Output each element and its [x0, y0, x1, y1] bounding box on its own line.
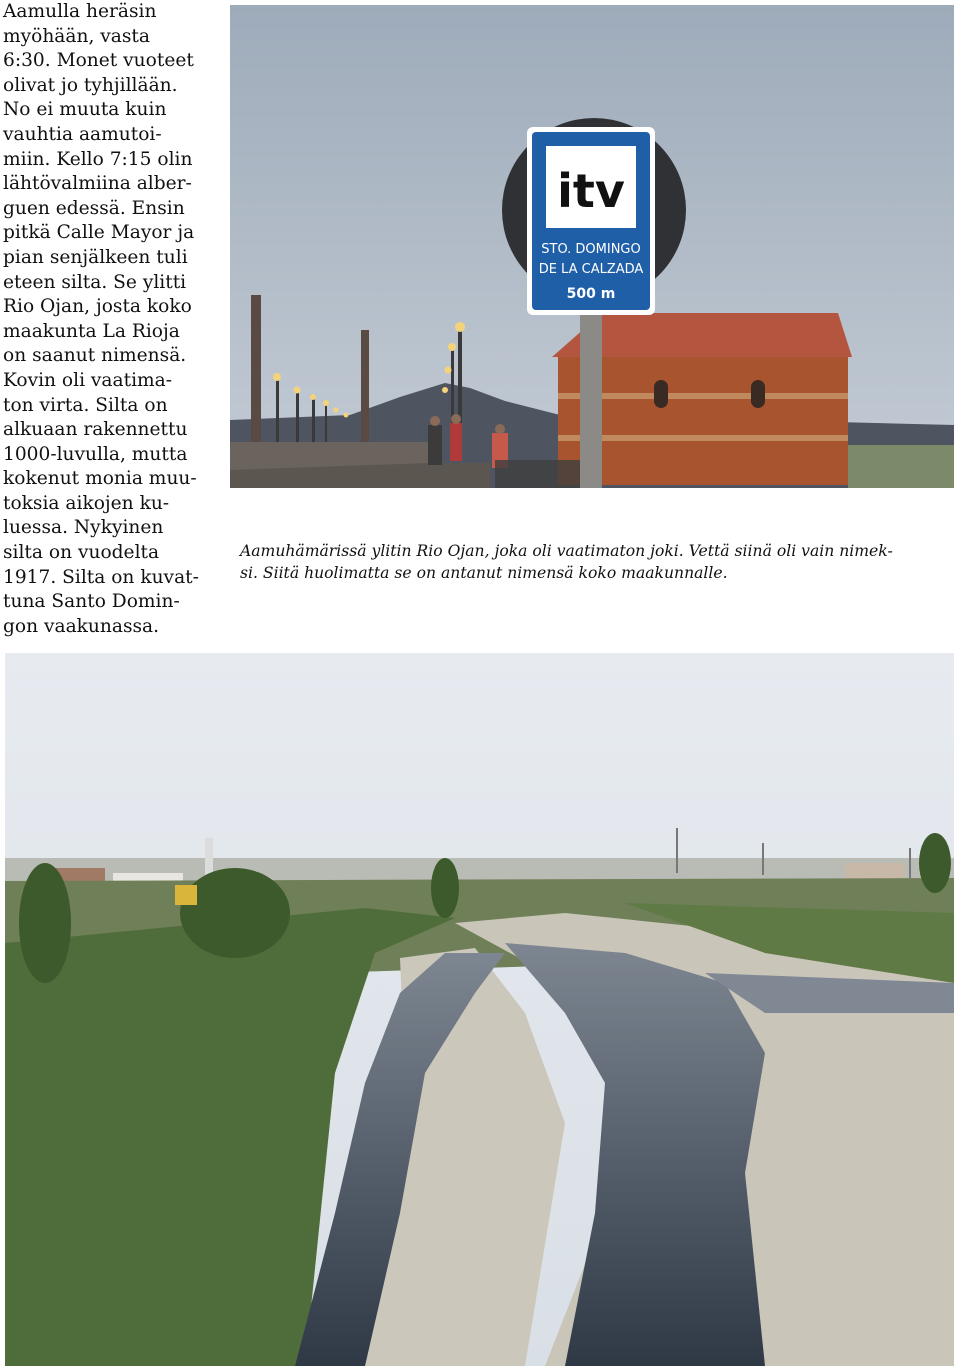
article-line: olivat jo tyhjillään.: [3, 74, 178, 96]
fence: [495, 460, 585, 488]
article-line: No ei muuta kuin: [3, 99, 167, 121]
photo-caption: [240, 540, 955, 584]
photo-bridge-sign-illustration: [230, 5, 954, 488]
article-line: alkuaan rakennettu: [3, 419, 188, 441]
article-line: Kovin oli vaatima-: [3, 369, 173, 391]
article-line: 1917. Silta on kuvat-: [3, 566, 199, 588]
article-line: pitkä Calle Mayor ja: [3, 222, 195, 244]
article-text: [3, 0, 229, 639]
article-line: myöhään, vasta: [3, 25, 150, 47]
article-line: 1000-luvulla, mutta: [3, 443, 188, 465]
caption-line: si. Siitä huolimatta se on antanut nimensä koko maakunnalle.: [240, 564, 728, 582]
article-line: miin. Kello 7:15 olin: [3, 148, 193, 170]
chimney: [361, 330, 369, 445]
article-line: tuna Santo Domin-: [3, 591, 180, 613]
article-line: maakunta La Rioja: [3, 320, 180, 342]
article-line: toksia aikojen ku-: [3, 492, 170, 514]
sign-line-1: STO. DOMINGO: [541, 242, 641, 257]
article-line: luessa. Nykyinen: [3, 517, 164, 539]
field: [848, 445, 954, 488]
chimney: [251, 295, 261, 445]
article-line: guen edessä. Ensin: [3, 197, 185, 219]
article-line: silta on vuodelta: [3, 542, 160, 564]
article-line: Rio Ojan, josta koko: [3, 296, 192, 318]
caption-line: Aamuhämärissä ylitin Rio Ojan, joka oli vaatimaton joki. Vettä siinä oli vain nimek-: [240, 542, 893, 560]
article-line: vauhtia aamutoi-: [3, 123, 162, 145]
article-line: ton virta. Silta on: [3, 394, 168, 416]
article-line: 6:30. Monet vuoteet: [3, 50, 194, 72]
road-sign: [175, 885, 197, 905]
article-line: eteen silta. Se ylitti: [3, 271, 187, 293]
article-line: kokenut monia muu-: [3, 468, 197, 490]
photo-river-oja: [5, 653, 954, 1366]
sign-line-2: DE LA CALZADA: [538, 262, 644, 277]
article-line: gon vaakunassa.: [3, 615, 160, 637]
window: [751, 380, 765, 408]
itv-logo: itv: [557, 164, 625, 218]
article-line: pian senjälkeen tuli: [3, 246, 188, 268]
sign-pole: [580, 305, 602, 488]
article-line: Aamulla heräsin: [3, 1, 157, 22]
photo-river-oja-illustration: [5, 653, 954, 1366]
article-line: on saanut nimensä.: [3, 345, 187, 367]
window: [654, 380, 668, 408]
sign-distance: 500 m: [566, 286, 616, 302]
article-line: lähtövalmiina alber-: [3, 173, 192, 195]
photo-bridge-sign: [230, 5, 954, 488]
